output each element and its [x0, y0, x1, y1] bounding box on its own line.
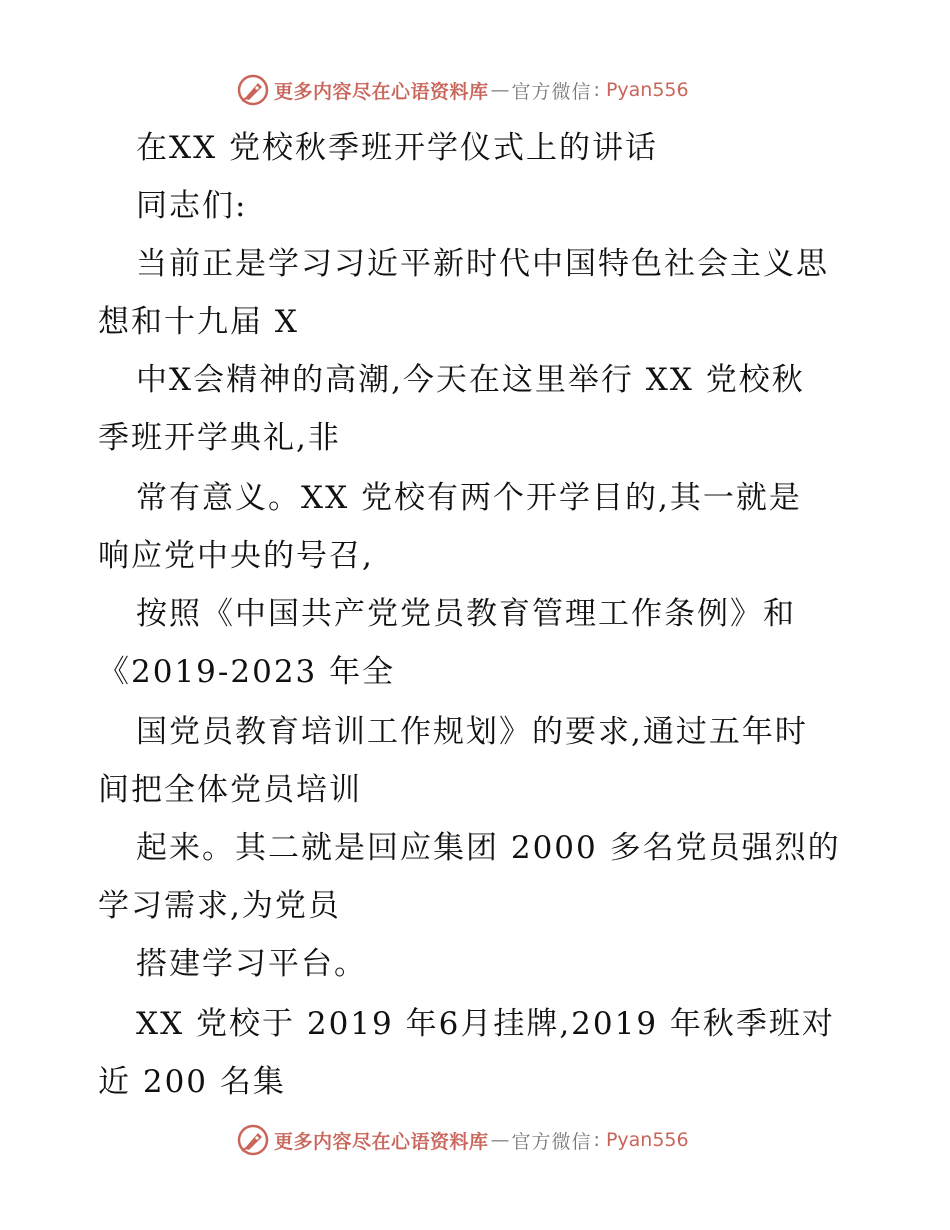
paragraph-line: 中X会精神的高潮,今天在这里举行 XX 党校秋	[136, 362, 805, 398]
paragraph-line: 响应党中央的号召,	[98, 538, 374, 574]
paragraph-line: 学习需求,为党员	[98, 888, 341, 924]
paragraph-line: 《2019-2023 年全	[98, 654, 396, 690]
watermark-colon: :	[593, 79, 600, 101]
footer-watermark	[236, 1122, 689, 1158]
paragraph-line: 间把全体党员培训	[98, 772, 362, 808]
salutation: 同志们:	[136, 188, 248, 224]
watermark-wechat-id: Pyan556	[605, 79, 689, 101]
watermark-text: 更多内容尽在心语资料库	[274, 80, 489, 103]
paragraph-line: 按照《中国共产党党员教育管理工作条例》和	[136, 596, 796, 632]
paragraph-line: 想和十九届 X	[98, 304, 299, 340]
paragraph-line: 当前正是学习习近平新时代中国特色社会主义思	[136, 246, 829, 282]
paragraph-line: XX 党校于 2019 年6月挂牌,2019 年秋季班对	[136, 1006, 835, 1042]
watermark-dash: —	[490, 1129, 510, 1151]
document-title: 在XX 党校秋季班开学仪式上的讲话	[136, 130, 658, 166]
paragraph-line: 近 200 名集	[98, 1064, 286, 1100]
watermark-wechat-id: Pyan556	[605, 1129, 689, 1151]
watermark-wechat-label: 官方微信	[511, 80, 592, 103]
watermark-colon: :	[593, 1129, 600, 1151]
pen-nib-logo-icon	[236, 73, 270, 107]
watermark-text: 更多内容尽在心语资料库	[274, 1130, 489, 1153]
paragraph-line: 常有意义。XX 党校有两个开学目的,其一就是	[136, 480, 802, 516]
paragraph-line: 搭建学习平台。	[136, 946, 367, 982]
paragraph-line: 季班开学典礼,非	[98, 420, 341, 456]
paragraph-line: 起来。其二就是回应集团 2000 多名党员强烈的	[136, 830, 841, 866]
header-watermark	[236, 72, 689, 108]
paragraph-line: 国党员教育培训工作规划》的要求,通过五年时	[136, 714, 808, 750]
watermark-wechat-label: 官方微信	[511, 1130, 592, 1153]
watermark-dash: —	[490, 79, 510, 101]
pen-nib-logo-icon	[236, 1123, 270, 1157]
